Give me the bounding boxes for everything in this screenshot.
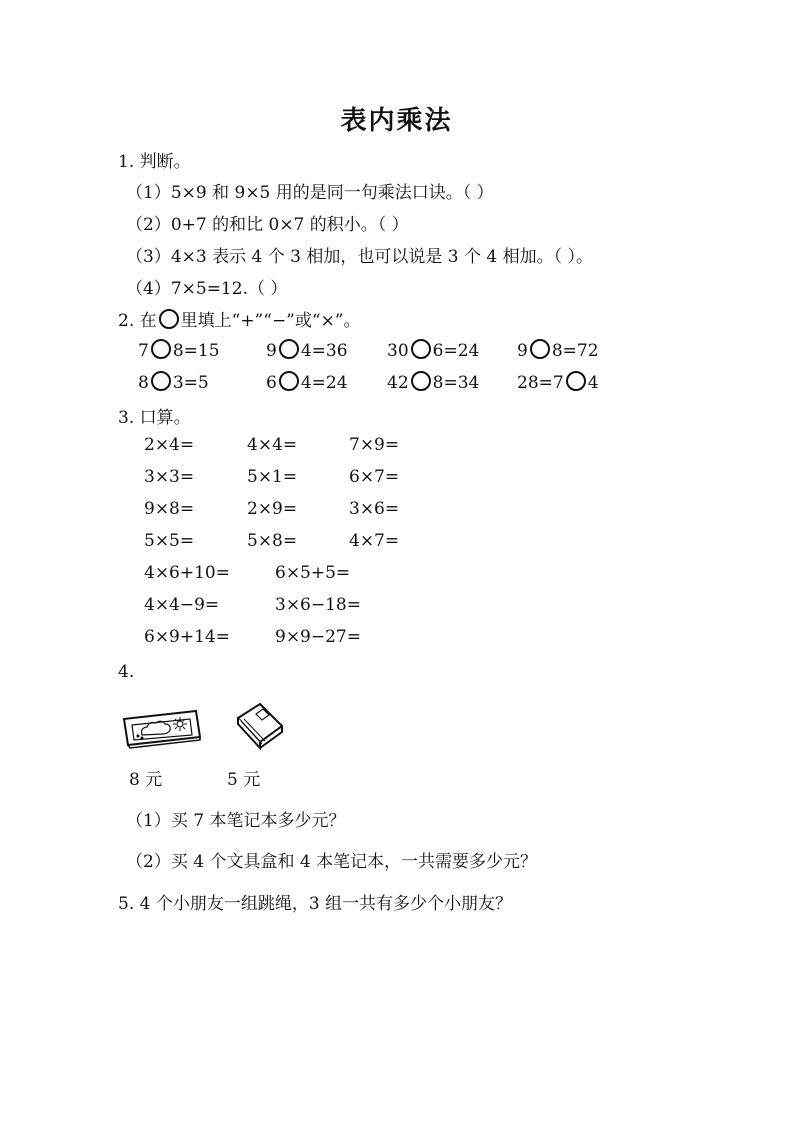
q3-mixed-cell: 3×6−18= [275, 595, 361, 615]
q2-eq-1-3: 30 6=24 [387, 341, 480, 361]
q3-cell: 7×9= [349, 435, 400, 455]
q3-cell: 3×6= [349, 499, 400, 519]
answer-circle[interactable] [530, 339, 550, 359]
q4-heading: 4. [118, 662, 135, 682]
q3-cell: 5×5= [144, 531, 195, 551]
q1-item-1: （1）5×9 和 9×5 用的是同一句乘法口诀。（ ） [126, 183, 494, 203]
q4-sub-2: （2）买 4 个文具盒和 4 本笔记本，一共需要多少元？ [126, 852, 538, 872]
q3-cell: 2×9= [247, 499, 298, 519]
q3-mixed-cell: 9×9−27= [275, 627, 361, 647]
q3-mixed-cell: 6×5+5= [275, 563, 351, 583]
q3-mixed-cell: 4×4−9= [144, 595, 220, 615]
answer-circle[interactable] [279, 339, 299, 359]
q2-heading [118, 306, 361, 331]
q2-eq-1-1: 7 8=15 [138, 341, 220, 361]
answer-circle[interactable] [151, 371, 171, 391]
q2-eq-2-1: 8 3=5 [138, 373, 209, 393]
notebook-price: 5 元 [227, 770, 261, 790]
q2-eq-2-3: 42 8=34 [387, 373, 480, 393]
page-title: 表内乘法 [340, 106, 453, 136]
q3-cell: 4×4= [247, 435, 298, 455]
q3-cell: 4×7= [349, 531, 400, 551]
q3-mixed-cell: 4×6+10= [144, 563, 230, 583]
q1-heading: 1. 判断。 [118, 152, 191, 172]
answer-circle[interactable] [151, 339, 171, 359]
q3-cell: 3×3= [144, 467, 195, 487]
q3-cell: 2×4= [144, 435, 195, 455]
q4-sub-1: （1）买 7 本笔记本多少元？ [126, 811, 346, 831]
q1-item-4: （4）7×5=12.（ ） [126, 279, 288, 299]
q3-cell: 9×8= [144, 499, 195, 519]
q5-text: 5. 4 个小朋友一组跳绳，3 组一共有多少个小朋友？ [118, 894, 513, 914]
q1-item-2: （2）0+7 的和比 0×7 的积小。（ ） [126, 215, 409, 235]
answer-circle[interactable] [411, 371, 431, 391]
pencil-case-icon [120, 707, 202, 749]
operator-circle-icon [159, 309, 179, 329]
q1-item-3: （3）4×3 表示 4 个 3 相加，也可以说是 3 个 4 相加。（ ）。 [126, 247, 593, 267]
q3-cell: 5×1= [247, 467, 298, 487]
answer-circle[interactable] [411, 339, 431, 359]
q2-eq-2-2: 6 4=24 [266, 373, 348, 393]
q3-cell: 5×8= [247, 531, 298, 551]
pencil-case-price: 8 元 [129, 770, 163, 790]
q3-mixed-cell: 6×9+14= [144, 627, 230, 647]
q2-heading-part-b: 里填上“+”“−”或“×”。 [180, 311, 361, 331]
q2-eq-1-2: 9 4=36 [266, 341, 348, 361]
notebook-icon [232, 700, 288, 752]
answer-circle[interactable] [566, 371, 586, 391]
q2-eq-2-4: 28=7 4 [517, 373, 599, 393]
q3-heading: 3. 口算。 [118, 408, 191, 428]
q3-cell: 6×7= [349, 467, 400, 487]
q2-eq-1-4: 9 8=72 [517, 341, 599, 361]
answer-circle[interactable] [279, 371, 299, 391]
q2-heading-part-a: 2. 在 [118, 311, 157, 331]
